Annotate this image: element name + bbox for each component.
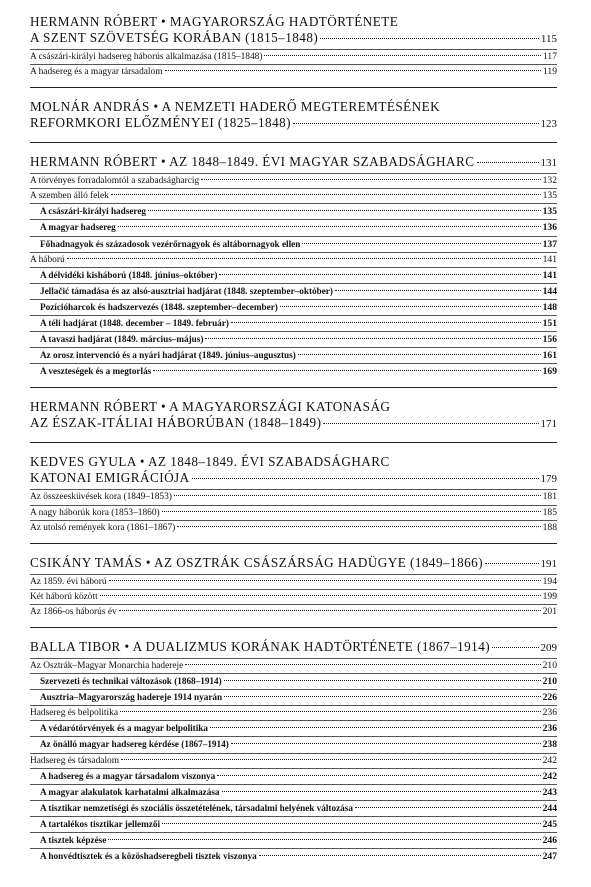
dot-leader	[162, 511, 541, 512]
section-page-number: 115	[540, 33, 557, 45]
dot-leader	[259, 855, 541, 856]
dot-leader	[224, 680, 541, 681]
toc-entry[interactable]	[30, 832, 557, 848]
toc-entry-page-number: 236	[542, 707, 557, 719]
toc-entry-title: A magyar alakulatok karhatalmi alkalmazása	[40, 786, 220, 797]
section-page-number: 131	[540, 157, 557, 170]
toc-entry-page-number: 141	[542, 253, 557, 265]
dot-leader	[355, 807, 541, 808]
section-heading-line1: HERMANN RÓBERT • A MAGYARORSZÁGI KATONASÁG	[30, 399, 391, 415]
toc-section	[30, 14, 557, 88]
section-page-number: 209	[540, 641, 557, 654]
dot-leader	[174, 495, 541, 496]
toc-entry[interactable]	[30, 705, 557, 720]
dot-leader	[210, 727, 541, 728]
toc-entry[interactable]	[30, 673, 557, 689]
toc-section	[30, 454, 557, 543]
toc-entry-page-number: 242	[542, 754, 557, 766]
table-of-contents	[30, 14, 557, 883]
section-heading-line1: KEDVES GYULA • AZ 1848–1849. ÉVI SZABADSÁGHARC	[30, 454, 390, 470]
toc-entry-page-number: 210	[542, 659, 557, 671]
section-heading	[30, 154, 557, 173]
dot-leader	[121, 759, 541, 760]
toc-entry-title: Főhadnagyok és századosok vezérőrnagyok és altábornagyok ellen	[40, 238, 301, 249]
section-heading-row[interactable]	[30, 639, 557, 656]
toc-section	[30, 399, 557, 443]
toc-entry[interactable]	[30, 188, 557, 203]
section-heading-line2: CSIKÁNY TAMÁS • AZ OSZTRÁK CSÁSZÁRSÁG HADÜGYE (1849–1866)	[30, 554, 484, 570]
toc-entry-title: Az utolsó remények kora (1861–1867)	[30, 522, 176, 533]
dot-leader	[231, 743, 541, 744]
section-heading	[30, 99, 557, 134]
section-heading-line2: KATONAI EMIGRÁCIÓJA	[30, 470, 190, 486]
toc-entry-title: A császári-királyi hadsereg háborús alkalmazása (1815–1848)	[30, 52, 263, 62]
dot-leader	[165, 70, 541, 71]
toc-entry[interactable]	[30, 800, 557, 816]
toc-entry-title: Az orosz intervenció és a nyári hadjárat (1849. június–augusztus)	[40, 350, 296, 361]
toc-entry-title: A tisztikar nemzetiségi és szociális összetételének, társadalmi helyének változása	[40, 802, 353, 813]
toc-entry[interactable]	[30, 689, 557, 705]
dot-leader	[162, 823, 541, 824]
section-heading-row[interactable]	[30, 154, 557, 171]
section-heading-line1: HERMANN RÓBERT • MAGYARORSZÁG HADTÖRTÉNETE	[30, 14, 399, 29]
toc-entry-page-number: 181	[542, 491, 557, 503]
toc-entry-page-number: 238	[542, 739, 557, 751]
section-heading-row[interactable]	[30, 415, 557, 432]
toc-entry[interactable]	[30, 252, 557, 267]
toc-entry-title: Szervezeti és technikai változások (1868–1914)	[40, 676, 222, 687]
dot-leader	[111, 194, 541, 195]
dot-leader	[217, 775, 540, 776]
toc-entry[interactable]	[30, 49, 557, 64]
toc-entry-title: A háború	[30, 254, 65, 265]
section-page-number: 179	[540, 473, 557, 486]
toc-entry[interactable]	[30, 267, 557, 283]
toc-entry[interactable]	[30, 363, 557, 379]
toc-entry[interactable]	[30, 331, 557, 347]
dot-leader	[477, 162, 539, 163]
toc-entry-page-number: 244	[542, 802, 557, 814]
toc-entry-title: Jellačić támadása és az alsó-ausztriai hadjárat (1848. szeptember–október)	[40, 285, 333, 296]
toc-entry[interactable]	[30, 574, 557, 589]
section-heading-line2: AZ ÉSZAK-ITÁLIAI HÁBORÚBAN (1848–1849)	[30, 415, 322, 431]
section-heading-line1: MOLNÁR ANDRÁS • A NEMZETI HADERŐ MEGTEREMTÉSÉNEK	[30, 99, 441, 115]
toc-entry-page-number: 210	[542, 676, 557, 688]
section-heading	[30, 555, 557, 574]
toc-entry-page-number: 242	[542, 770, 557, 782]
toc-entry[interactable]	[30, 720, 557, 736]
dot-leader	[153, 370, 540, 371]
toc-entry-page-number: 132	[542, 175, 557, 187]
toc-section	[30, 639, 557, 872]
toc-entry[interactable]	[30, 315, 557, 331]
toc-entry-title: A nagy háborúk kora (1853–1860)	[30, 507, 160, 518]
dot-leader	[118, 226, 541, 227]
toc-entry-page-number: 185	[542, 506, 557, 518]
dot-leader	[148, 210, 541, 211]
section-page-number: 171	[540, 418, 557, 431]
dot-leader	[280, 306, 541, 307]
toc-entry[interactable]	[30, 64, 557, 79]
toc-entry[interactable]	[30, 283, 557, 299]
dot-leader	[201, 179, 540, 180]
toc-entry-title: A honvédtisztek és a közöshadseregbeli tisztek viszonya	[40, 851, 257, 862]
toc-entry[interactable]	[30, 236, 557, 252]
toc-entry[interactable]	[30, 784, 557, 800]
toc-entry-page-number: 148	[542, 301, 557, 313]
dot-leader	[109, 580, 541, 581]
dot-leader	[219, 274, 540, 275]
toc-entry-page-number: 246	[542, 835, 557, 846]
section-heading-line2: BALLA TIBOR • A DUALIZMUS KORÁNAK HADTÖRTÉNETE (1867–1914)	[30, 638, 491, 654]
toc-entry-page-number: 141	[542, 269, 557, 281]
toc-entry-title: A téli hadjárat (1848. december – 1849. február)	[40, 318, 229, 329]
section-heading	[30, 14, 557, 49]
toc-entry-title: A császári-királyi hadsereg	[40, 206, 146, 217]
toc-entry[interactable]	[30, 489, 557, 504]
section-heading-row[interactable]	[30, 470, 557, 487]
toc-entry[interactable]	[30, 520, 557, 535]
dot-leader	[108, 839, 540, 840]
dot-leader	[185, 664, 540, 665]
section-heading-row[interactable]	[30, 115, 557, 132]
dot-leader	[302, 243, 540, 244]
section-heading-line2: A SZENT SZÖVETSÉG KORÁBAN (1815–1848)	[30, 30, 319, 45]
toc-entry-page-number: 135	[542, 190, 557, 202]
toc-entry-page-number: 199	[542, 590, 557, 602]
toc-entry[interactable]	[30, 768, 557, 784]
toc-entry-page-number: 135	[542, 206, 557, 218]
toc-section	[30, 555, 557, 628]
dot-leader	[323, 423, 538, 424]
toc-entry-page-number: 156	[542, 334, 557, 346]
dot-leader	[224, 696, 541, 697]
dot-leader	[119, 610, 541, 611]
toc-entry-title: A magyar hadsereg	[40, 222, 116, 233]
toc-entry-title: A tavaszi hadjárat (1849. március–május)	[40, 334, 204, 345]
dot-leader	[293, 123, 538, 124]
toc-entry-title: Két háború között	[30, 591, 98, 602]
toc-entry-title: A védarótörvények és a magyar belpolitika	[40, 723, 209, 734]
toc-entry-title: Hadsereg és társadalom	[30, 755, 120, 766]
toc-entry-page-number: 201	[542, 605, 557, 617]
toc-entry-title: Az 1866-os háborús év	[30, 606, 117, 617]
toc-entry-title: Hadsereg és belpolitika	[30, 708, 118, 719]
toc-entry-title: A tisztek képzése	[40, 835, 107, 845]
toc-entry[interactable]	[30, 505, 557, 520]
dot-leader	[192, 478, 539, 479]
section-page-number: 123	[540, 118, 557, 131]
toc-entry-page-number: 188	[542, 521, 557, 533]
dot-leader	[335, 290, 541, 291]
section-heading-line2: REFORMKORI ELŐZMÉNYEI (1825–1848)	[30, 115, 292, 131]
toc-entry-title: A veszteségek és a megtorlás	[40, 366, 152, 377]
toc-entry[interactable]	[30, 658, 557, 673]
toc-entry-page-number: 245	[542, 818, 557, 830]
toc-entry-page-number: 247	[542, 851, 557, 863]
toc-entry-page-number: 144	[542, 285, 557, 297]
toc-entry-page-number: 137	[542, 238, 557, 250]
toc-entry-title: A délvidéki kisháború (1848. június–október)	[40, 269, 218, 280]
toc-entry-title: Az Osztrák–Magyar Monarchia hadereje	[30, 660, 184, 671]
toc-section	[30, 99, 557, 143]
toc-entry[interactable]	[30, 816, 557, 832]
toc-entry[interactable]	[30, 848, 557, 864]
section-heading	[30, 454, 557, 489]
toc-entry-page-number: 194	[542, 575, 557, 587]
dot-leader	[485, 563, 538, 564]
section-heading-row[interactable]	[30, 30, 557, 47]
toc-entry-page-number: 236	[542, 723, 557, 735]
dot-leader	[67, 258, 541, 259]
toc-entry[interactable]	[30, 299, 557, 315]
toc-entry[interactable]	[30, 173, 557, 188]
toc-entry-page-number: 169	[542, 366, 557, 378]
dot-leader	[298, 354, 541, 355]
toc-entry[interactable]	[30, 604, 557, 619]
toc-entry-page-number: 243	[542, 786, 557, 798]
toc-entry[interactable]	[30, 589, 557, 604]
toc-entry[interactable]	[30, 203, 557, 219]
toc-entry-title: A szemben álló felek	[30, 191, 109, 202]
toc-entry-title: A törvényes forradalomtól a szabadságharcig	[30, 176, 200, 187]
dot-leader	[100, 595, 541, 596]
dot-leader	[231, 322, 541, 323]
toc-entry-page-number: 117	[542, 51, 557, 62]
section-heading-row[interactable]	[30, 555, 557, 572]
dot-leader	[120, 711, 541, 712]
dot-leader	[222, 791, 541, 792]
toc-entry[interactable]	[30, 347, 557, 363]
dot-leader	[177, 526, 540, 527]
toc-entry-title: A tartalékos tisztikar jellemzői	[40, 818, 161, 829]
toc-entry-page-number: 226	[542, 692, 557, 704]
toc-entry-title: Ausztria–Magyarország hadereje 1914 nyarán	[40, 692, 223, 703]
dot-leader	[320, 38, 539, 39]
toc-section	[30, 154, 557, 388]
dot-leader	[264, 55, 540, 56]
toc-entry-page-number: 151	[542, 318, 557, 330]
section-page-number: 191	[540, 557, 557, 570]
toc-entry-page-number: 136	[542, 222, 557, 234]
toc-entry-page-number: 119	[542, 66, 557, 78]
section-heading-line2: HERMANN RÓBERT • AZ 1848–1849. ÉVI MAGYAR SZABADSÁGHARC	[30, 154, 475, 170]
toc-entry[interactable]	[30, 736, 557, 752]
toc-entry-title: Az összeesküvések kora (1849–1853)	[30, 492, 172, 503]
toc-entry-title: A hadsereg és a magyar társadalom viszonya	[40, 770, 216, 781]
toc-entry[interactable]	[30, 219, 557, 235]
toc-entry[interactable]	[30, 753, 557, 768]
toc-entry-page-number: 161	[542, 350, 557, 362]
dot-leader	[492, 647, 538, 648]
toc-entry-title: A hadsereg és a magyar társadalom	[30, 67, 163, 78]
section-heading	[30, 399, 557, 434]
section-heading	[30, 639, 557, 658]
dot-leader	[205, 338, 540, 339]
toc-entry-title: Pozícióharcok és hadszervezés (1848. szeptember–december)	[40, 301, 278, 312]
toc-entry-title: Az önálló magyar hadsereg kérdése (1867–1914)	[40, 739, 229, 750]
toc-entry-title: Az 1859. évi háború	[30, 576, 107, 587]
